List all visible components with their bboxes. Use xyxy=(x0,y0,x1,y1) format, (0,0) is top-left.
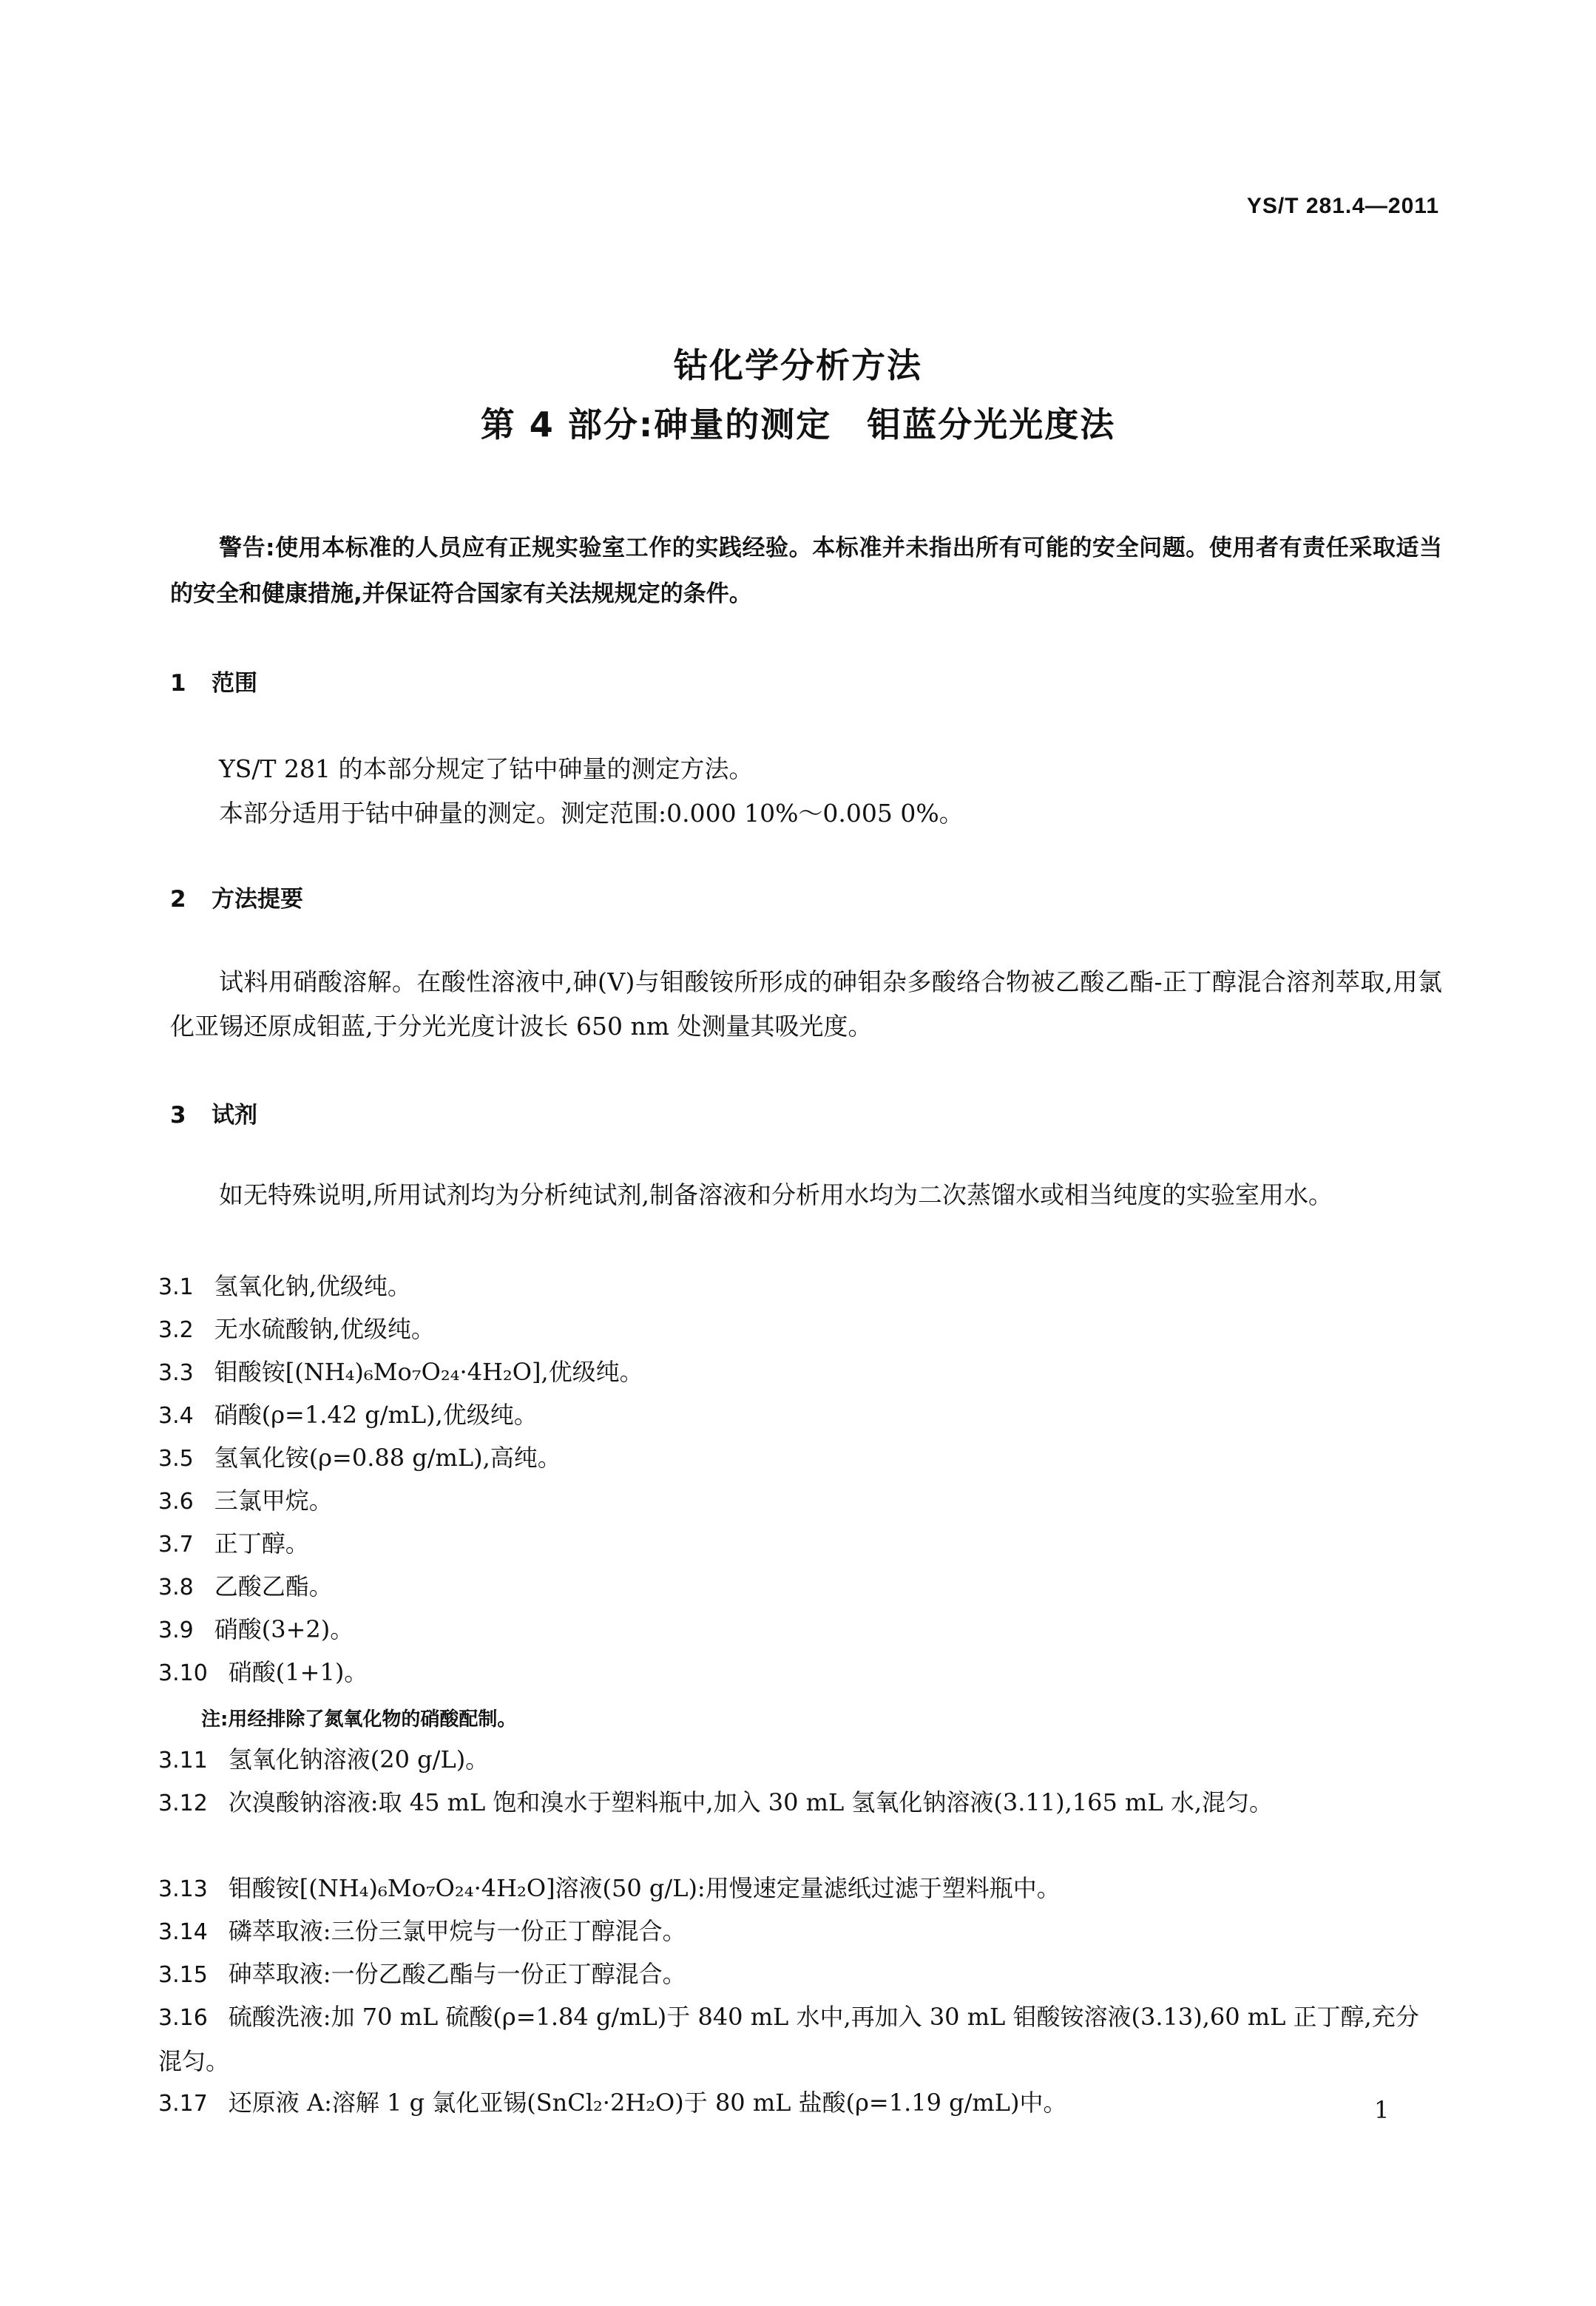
document-subtitle: 第 4 部分:砷量的测定 钼蓝分光光度法 xyxy=(480,405,1116,444)
section-number: 2 xyxy=(170,886,186,913)
item-text: 磷萃取液:三份三氯甲烷与一份正丁醇混合。 xyxy=(228,1917,686,1945)
list-item xyxy=(158,1350,1442,1395)
paragraph: YS/T 281 的本部分规定了钴中砷量的测定方法。 xyxy=(219,754,754,783)
list-item xyxy=(158,1522,1442,1566)
standard-code: YS/T 281.4—2011 xyxy=(1246,194,1439,218)
item-number: 3.11 xyxy=(158,1748,208,1774)
section-body xyxy=(170,747,1442,836)
item-text: 氢氧化钠,优级纯。 xyxy=(214,1272,411,1300)
item-number: 3.8 xyxy=(158,1575,194,1600)
section-title: 方法提要 xyxy=(212,886,303,913)
item-number: 3.3 xyxy=(158,1360,194,1386)
section-heading-reagents xyxy=(170,1096,257,1129)
list-item xyxy=(158,1565,1442,1609)
item-number: 3.2 xyxy=(158,1317,194,1343)
list-item xyxy=(158,1608,1442,1652)
item-text: 砷萃取液:一份乙酸乙酯与一份正丁醇混合。 xyxy=(228,1960,686,1988)
section-body xyxy=(170,1173,1442,1217)
list-item xyxy=(158,1952,1442,1997)
item-text: 氢氧化钠溶液(20 g/L)。 xyxy=(228,1745,490,1774)
item-text: 次溴酸钠溶液:取 45 mL 饱和溴水于塑料瓶中,加入 30 mL 氢氧化钠溶液(3.11),165 mL 水,混匀。 xyxy=(228,1788,1273,1816)
list-item xyxy=(158,2081,1342,2126)
item-text: 三氯甲烷。 xyxy=(214,1487,333,1515)
section-title: 范围 xyxy=(212,670,257,697)
item-text: 氢氧化铵(ρ=0.88 g/mL),高纯。 xyxy=(214,1444,561,1472)
list-item xyxy=(158,1995,1442,2083)
item-number: 3.16 xyxy=(158,2005,208,2031)
item-text: 钼酸铵[(NH₄)₆Mo₇O₂₄·4H₂O],优级纯。 xyxy=(214,1358,643,1386)
list-item xyxy=(158,1738,1442,1782)
note: 注:用经排除了氮氧化物的硝酸配制。 xyxy=(201,1708,517,1731)
item-number: 3.5 xyxy=(158,1446,194,1472)
item-number: 3.13 xyxy=(158,1876,208,1902)
list-item xyxy=(158,1910,1442,1954)
item-text: 钼酸铵[(NH₄)₆Mo₇O₂₄·4H₂O]溶液(50 g/L):用慢速定量滤纸过滤于塑料瓶中。 xyxy=(228,1874,1061,1902)
warning-paragraph: 警告:使用本标准的人员应有正规实验室工作的实践经验。本标准并未指出所有可能的安全问题。使用者有责任采取适当的安全和健康措施,并保证符合国家有关法规规定的条件。 xyxy=(170,535,1442,607)
item-text: 硫酸洗液:加 70 mL 硫酸(ρ=1.84 g/mL)于 840 mL 水中,再加入 30 mL 钼酸铵溶液(3.13),60 mL 正丁醇,充分混匀。 xyxy=(158,2003,1419,2075)
list-item xyxy=(158,1479,1442,1524)
section-number: 1 xyxy=(170,670,186,697)
item-text: 正丁醇。 xyxy=(214,1529,309,1558)
list-item xyxy=(158,1651,1442,1695)
list-item xyxy=(158,1436,1442,1481)
document-title: 钴化学分析方法 xyxy=(674,345,922,385)
item-text: 无水硫酸钠,优级纯。 xyxy=(214,1315,435,1343)
item-number: 3.10 xyxy=(158,1660,208,1686)
item-number: 3.6 xyxy=(158,1489,194,1515)
item-number: 3.12 xyxy=(158,1791,208,1816)
section-heading-scope xyxy=(170,664,257,697)
item-text: 乙酸乙酯。 xyxy=(214,1572,333,1600)
section-number: 3 xyxy=(170,1102,186,1129)
paragraph: 本部分适用于钴中砷量的测定。测定范围:0.000 10%～0.005 0%。 xyxy=(219,799,964,828)
page-number: 1 xyxy=(1374,2096,1390,2124)
section-body xyxy=(170,960,1442,1049)
item-text: 硝酸(1+1)。 xyxy=(228,1658,368,1686)
paragraph: 如无特殊说明,所用试剂均为分析纯试剂,制备溶液和分析用水均为二次蒸馏水或相当纯度的实验室用水。 xyxy=(219,1180,1333,1209)
item-number: 3.9 xyxy=(158,1617,194,1643)
item-text: 还原液 A:溶解 1 g 氯化亚锡(SnCl₂·2H₂O)于 80 mL 盐酸(ρ=1.19 g/mL)中。 xyxy=(228,2089,1067,2117)
item-number: 3.7 xyxy=(158,1532,194,1558)
item-number: 3.17 xyxy=(158,2091,208,2117)
list-item xyxy=(158,1308,1442,1352)
item-number: 3.14 xyxy=(158,1919,208,1945)
list-item xyxy=(158,1867,1442,1911)
list-item xyxy=(158,1393,1442,1438)
list-item xyxy=(158,1265,1442,1309)
section-title: 试剂 xyxy=(212,1102,257,1129)
item-number: 3.15 xyxy=(158,1962,208,1988)
item-number: 3.4 xyxy=(158,1403,194,1429)
list-item xyxy=(158,1781,1442,1825)
item-number: 3.1 xyxy=(158,1274,194,1300)
item-text: 硝酸(ρ=1.42 g/mL),优级纯。 xyxy=(214,1401,538,1429)
item-text: 硝酸(3+2)。 xyxy=(214,1615,354,1643)
section-heading-method xyxy=(170,880,303,913)
paragraph: 试料用硝酸溶解。在酸性溶液中,砷(Ⅴ)与钼酸铵所形成的砷钼杂多酸络合物被乙酸乙酯-正丁醇混合溶剂萃取,用氯化亚锡还原成钼蓝,于分光光度计波长 650 nm 处测量其吸光度。 xyxy=(170,967,1442,1041)
